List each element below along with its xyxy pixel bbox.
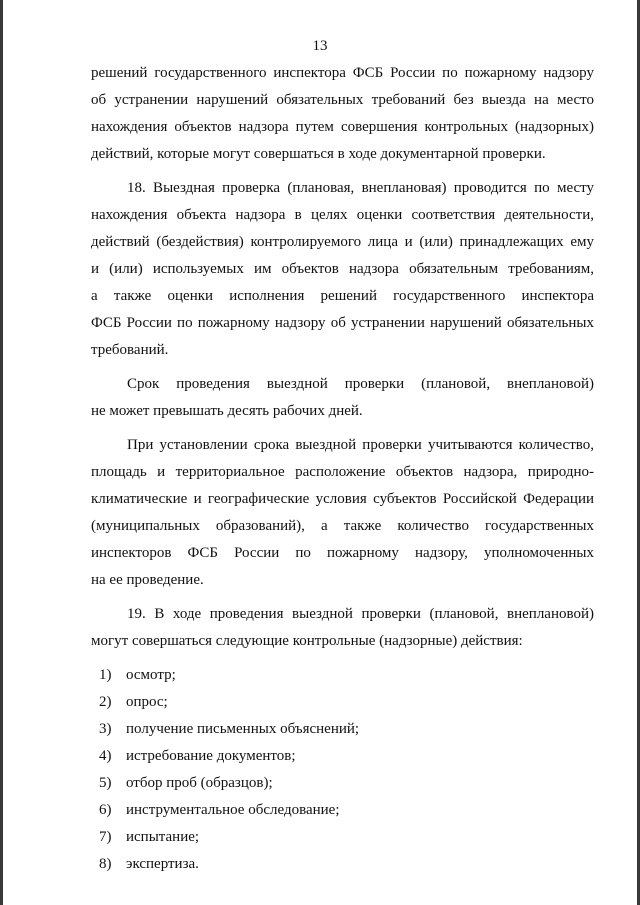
text-line: действий (бездействия) контролируемого лица и (или) принадлежащих ему <box>91 234 594 250</box>
list-text: истребование документов; <box>126 748 296 764</box>
list-number: 3) <box>99 721 112 737</box>
list-item <box>91 743 594 770</box>
text-line: не может превышать десять рабочих дней. <box>91 403 363 419</box>
list-number: 2) <box>99 694 112 710</box>
text-line: нахождения объекта надзора в целях оценки соответствия деятельности, <box>91 207 594 223</box>
text-line: площадь и территориальное расположение объектов надзора, природно- <box>91 464 594 480</box>
text-line: Срок проведения выездной проверки (плановой, внеплановой) <box>127 376 594 392</box>
paragraph-18 <box>91 175 594 364</box>
list-text: испытание; <box>126 829 200 845</box>
text-line: решений государственного инспектора ФСБ России по пожарному надзору <box>91 65 594 81</box>
text-line: климатические и географические условия субъектов Российской Федерации <box>91 491 594 507</box>
actions-list <box>91 662 594 878</box>
text-line: 18. Выездная проверка (плановая, внеплановая) проводится по месту <box>127 180 594 196</box>
list-item <box>91 851 594 878</box>
paragraph-factors <box>91 432 594 594</box>
text-line: действий, которые могут совершаться в ходе документарной проверки. <box>91 146 546 162</box>
list-item <box>91 797 594 824</box>
text-line: об устранении нарушений обязательных требований без выезда на место <box>91 92 594 108</box>
text-line: и (или) используемых им объектов надзора обязательным требованиям, <box>91 261 594 277</box>
text-line: а также оценки исполнения решений государственного инспектора <box>91 288 594 304</box>
document-body <box>91 60 594 878</box>
text-line: (муниципальных образований), а также количество государственных <box>91 518 594 534</box>
list-text: получение письменных объяснений; <box>126 721 360 737</box>
list-text: опрос; <box>126 694 168 710</box>
list-text: отбор проб (образцов); <box>126 775 273 791</box>
paragraph-19 <box>91 601 594 655</box>
list-item <box>91 770 594 797</box>
list-text: осмотр; <box>126 667 176 683</box>
list-item <box>91 824 594 851</box>
list-item <box>91 716 594 743</box>
paragraph-continuation <box>91 60 594 168</box>
list-number: 5) <box>99 775 112 791</box>
list-number: 4) <box>99 748 112 764</box>
list-item <box>91 662 594 689</box>
list-text: инструментальное обследование; <box>126 802 340 818</box>
list-text: экспертиза. <box>126 856 199 872</box>
text-line: ФСБ России по пожарному надзору об устранении нарушений обязательных <box>91 315 594 331</box>
list-number: 7) <box>99 829 112 845</box>
text-line: могут совершаться следующие контрольные (надзорные) действия: <box>91 633 523 649</box>
paragraph-term <box>91 371 594 425</box>
text-line: на ее проведение. <box>91 572 204 588</box>
text-line: инспекторов ФСБ России по пожарному надзору, уполномоченных <box>91 545 594 561</box>
page-number: 13 <box>312 38 328 54</box>
list-item <box>91 689 594 716</box>
text-line: требований. <box>91 342 169 358</box>
list-number: 8) <box>99 856 112 872</box>
list-number: 1) <box>99 667 112 683</box>
list-number: 6) <box>99 802 112 818</box>
text-line: 19. В ходе проведения выездной проверки (плановой, внеплановой) <box>127 606 594 622</box>
text-line: нахождения объектов надзора путем совершения контрольных (надзорных) <box>91 119 594 135</box>
text-line: При установлении срока выездной проверки учитываются количество, <box>127 437 594 453</box>
